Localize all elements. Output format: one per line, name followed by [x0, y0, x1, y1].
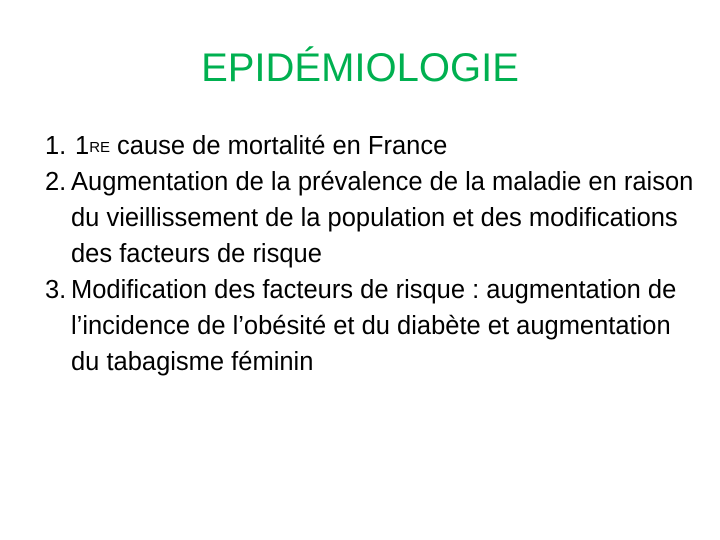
list-item-3 [45, 272, 695, 380]
list-number-3: 3. [45, 276, 67, 304]
numbered-list [45, 128, 695, 380]
rank-superscript: RE [89, 139, 111, 156]
list-item-1 [45, 128, 695, 164]
list-item-2 [45, 164, 695, 272]
list-number-1: 1. [45, 132, 67, 160]
list-number-2: 2. [45, 168, 67, 196]
rank-number: 1 [75, 132, 90, 160]
list-text-3: Modification des facteurs de risque : augmentation de l’incidence de l’obésité et du diabète et augmentation du tabagisme féminin [71, 276, 677, 376]
list-item-1-text: cause de mortalité en France [117, 132, 448, 160]
list-text-2: Augmentation de la prévalence de la maladie en raison du vieillissement de la population et des modifications des facteurs de risque [71, 168, 694, 268]
slide-title: EPIDÉMIOLOGIE [201, 46, 519, 90]
list-text-1 [75, 128, 695, 164]
